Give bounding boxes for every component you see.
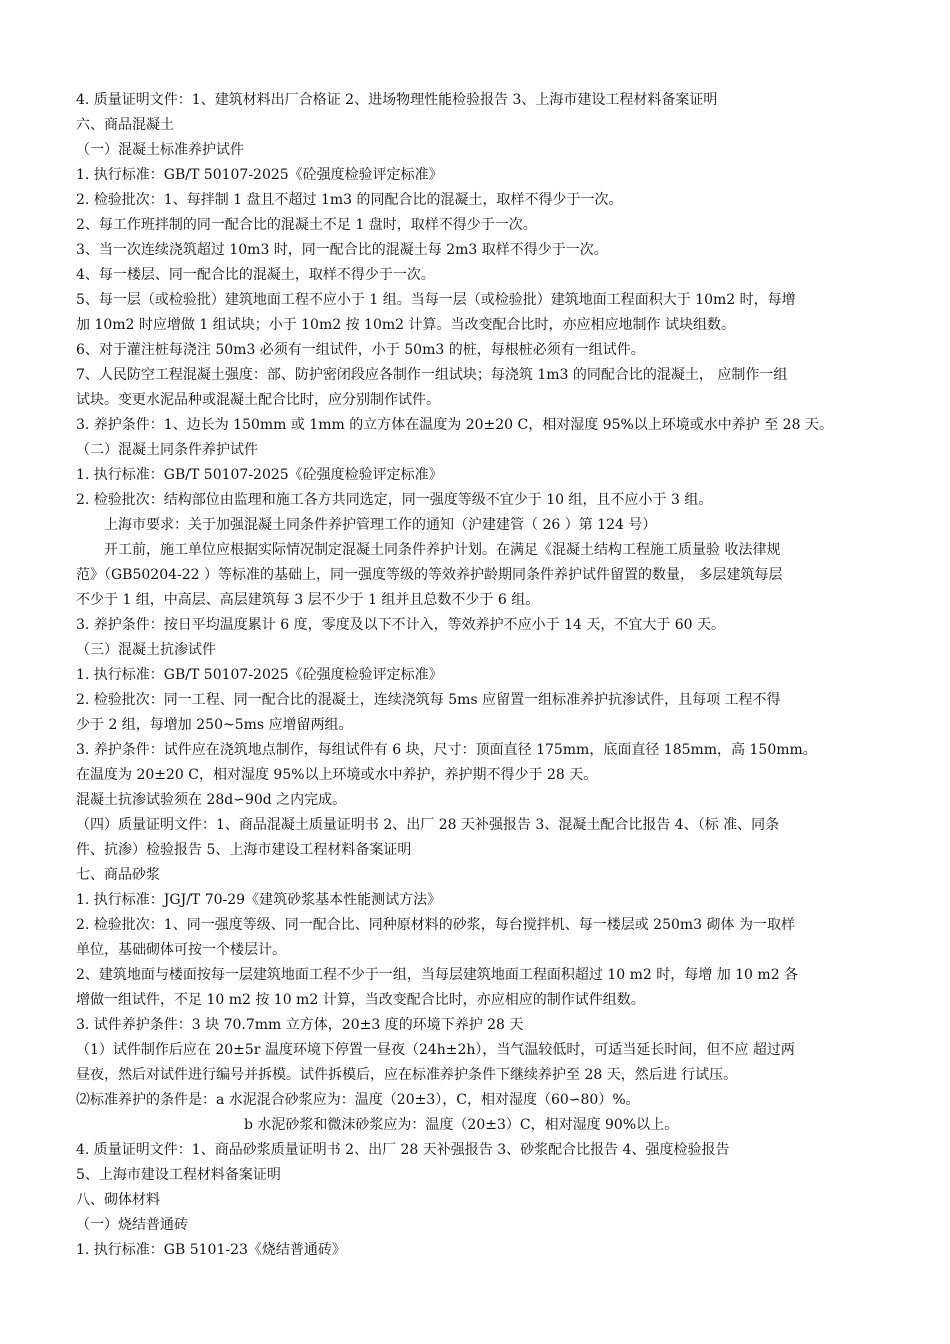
text-line: 在温度为 20±20 C，相对湿度 95%以上环境或水中养护，养护期不得少于 28 天。 — [76, 767, 598, 783]
text-line: 4. 质量证明文件：1、商品砂浆质量证明书 2、出厂 28 天补强报告 3、砂浆配合比报告 4、强度检验报告 — [76, 1142, 730, 1158]
text-line: 加 10m2 时应增做 1 组试块；小于 10m2 按 10m2 计算。当改变配合比时，亦应相应地制作 试块组数。 — [76, 317, 735, 333]
text-line: 3、当一次连续浇筑超过 10m3 时，同一配合比的混凝土每 2m3 取样不得少于一次。 — [76, 242, 608, 258]
text-line: （1）试件制作后应在 20±5r 温度环境下停置一昼夜（24h±2h），当气温较低时，可适当延长时间，但不应 超过两 — [76, 1042, 795, 1058]
subsection-heading: （二）混凝土同条件养护试件 — [76, 442, 258, 458]
text-line: 2、建筑地面与楼面按每一层建筑地面工程不少于一组，当每层建筑地面工程面积超过 10 m2 时，每增 加 10 m2 各 — [76, 967, 799, 983]
text-line: 昼夜，然后对试件进行编号并拆模。试件拆模后，应在标准养护条件下继续养护至 28 天，然后进 行试压。 — [76, 1067, 738, 1083]
text-line: 1. 执行标准：GB/T 50107-2025《砼强度检验评定标准》 — [76, 667, 443, 683]
section-heading: 六、商品混凝土 — [76, 117, 174, 133]
text-line: b 水泥砂浆和微沫砂浆应为：温度（20±3）C，相对湿度 90%以上。 — [244, 1117, 679, 1133]
text-line: 2. 检验批次：1、同一强度等级、同一配合比、同种原材料的砂浆，每台搅拌机、每一楼层或 250m3 砌体 为一取样 — [76, 917, 795, 933]
text-line: 2. 检验批次：1、每拌制 1 盘且不超过 1m3 的同配合比的混凝土，取样不得少于一次。 — [76, 192, 623, 208]
text-line: 少于 2 组，每增加 250~5ms 应增留两组。 — [76, 717, 353, 733]
text-line: 1. 执行标准：JGJ/T 70-29《建筑砂浆基本性能测试方法》 — [76, 892, 442, 908]
subsection-heading: （一）混凝土标准养护试件 — [76, 142, 244, 158]
text-line: 1. 执行标准：GB/T 50107-2025《砼强度检验评定标准》 — [76, 167, 443, 183]
text-line: 3. 试件养护条件：3 块 70.7mm 立方体，20±3 度的环境下养护 28 天 — [76, 1017, 524, 1033]
text-line: 不少于 1 组，中高层、高层建筑每 3 层不少于 1 组并且总数不少于 6 组。 — [76, 592, 540, 608]
text-line: 2. 检验批次：结构部位由监理和施工各方共同选定，同一强度等级不宜少于 10 组，且不应小于 3 组。 — [76, 492, 713, 508]
text-line: 7、人民防空工程混凝土强度：部、防护密闭段应各制作一组试块；每浇筑 1m3 的同配合比的混凝土， 应制作一组 — [76, 367, 788, 383]
section-heading: 七、商品砂浆 — [76, 867, 160, 883]
text-line: 5、每一层（或检验批）建筑地面工程不应小于 1 组。当每一层（或检验批）建筑地面工程面积大于 10m2 时，每增 — [76, 292, 796, 308]
text-line: 混凝土抗渗试验须在 28d∽90d 之内完成。 — [76, 792, 347, 808]
text-line: 单位，基础砌体可按一个楼层计。 — [76, 942, 286, 958]
text-line: 开工前，施工单位应根据实际情况制定混凝土同条件养护计划。在满足《混凝土结构工程施工质量验 收法律规 — [104, 542, 781, 558]
text-line: 5、上海市建设工程材料备案证明 — [76, 1167, 281, 1183]
text-line: 3. 养护条件：试件应在浇筑地点制作，每组试件有 6 块，尺寸：顶面直径 175mm，底面直径 185mm，高 150mm。 — [76, 742, 817, 758]
text-line: ⑵标准养护的条件是：a 水泥混合砂浆应为：温度（20±3），C，相对湿度（60∽80）%。 — [76, 1092, 640, 1108]
text-line: 1. 执行标准：GB 5101-23《烧结普通砖》 — [76, 1242, 346, 1258]
text-line: （四）质量证明文件：1、商品混凝土质量证明书 2、出厂 28 天补强报告 3、混凝土配合比报告 4、（标 准、同条 — [76, 817, 780, 833]
text-line: 上海市要求：关于加强混凝土同条件养护管理工作的通知（沪建建管（ 26 ）第 124 号） — [104, 517, 657, 533]
text-line: 2、每工作班拌制的同一配合比的混凝土不足 1 盘时，取样不得少于一次。 — [76, 217, 537, 233]
text-line: 4. 质量证明文件：1、建筑材料出厂合格证 2、进场物理性能检验报告 3、上海市建设工程材料备案证明 — [76, 92, 718, 108]
section-heading: 八、砌体材料 — [76, 1192, 160, 1208]
text-line: 3. 养护条件：1、边长为 150mm 或 1mm 的立方体在温度为 20±20 C，相对湿度 95%以上环境或水中养护 至 28 天。 — [76, 417, 833, 433]
text-line: 3. 养护条件：按日平均温度累计 6 度，零度及以下不计入，等效养护不应小于 14 天，不宜大于 60 天。 — [76, 617, 726, 633]
text-line: 范》（GB50204-22 ）等标准的基础上，同一强度等级的等效养护龄期同条件养护试件留置的数量， 多层建筑每层 — [76, 567, 783, 583]
text-line: 6、对于灌注桩每浇注 50m3 必须有一组试件，小于 50m3 的桩，每根桩必须有一组试件。 — [76, 342, 645, 358]
text-line: 增做一组试件，不足 10 m2 按 10 m2 计算，当改变配合比时，亦应相应的制作试件组数。 — [76, 992, 645, 1008]
text-line: 4、每一楼层、同一配合比的混凝土，取样不得少于一次。 — [76, 267, 435, 283]
subsection-heading: （三）混凝土抗渗试件 — [76, 642, 216, 658]
text-line: 2. 检验批次：同一工程、同一配合比的混凝土，连续浇筑每 5ms 应留置一组标准养护抗渗试件，且每项 工程不得 — [76, 692, 781, 708]
text-line: 试块。变更水泥品种或混凝土配合比时，应分别制作试件。 — [76, 392, 440, 408]
text-line: 件、抗渗）检验报告 5、上海市建设工程材料备案证明 — [76, 842, 412, 858]
text-line: 1. 执行标准：GB/T 50107-2025《砼强度检验评定标准》 — [76, 467, 443, 483]
subsection-heading: （一）烧结普通砖 — [76, 1217, 188, 1233]
